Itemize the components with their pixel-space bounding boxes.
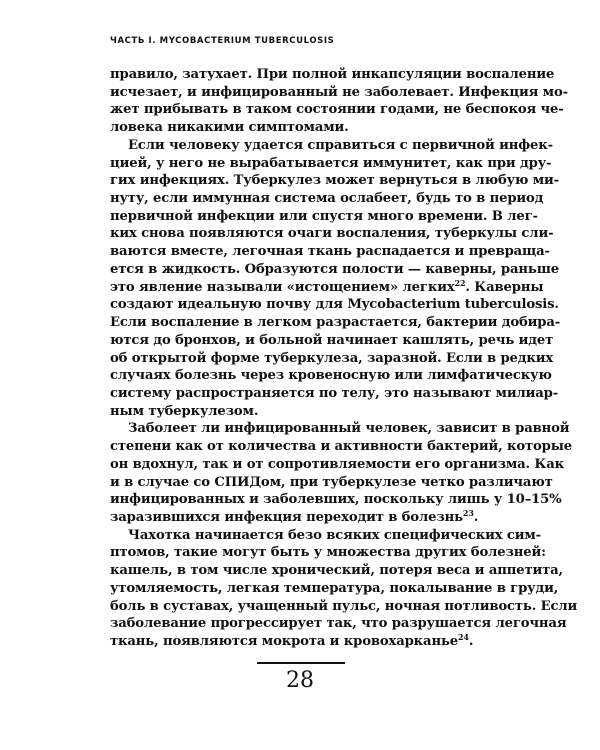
text: ткань, появляются мокрота и кровохарканье bbox=[110, 634, 458, 649]
text-line: Если человеку удается справиться с первичной инфек- bbox=[128, 137, 553, 153]
text-line: создают идеальную почву для Mycobacterium tuberculosis. bbox=[110, 297, 559, 313]
page-number: 28 bbox=[286, 668, 314, 693]
running-header: ЧАСТЬ I. MYCOBACTERIUM TUBERCULOSIS bbox=[110, 36, 335, 46]
text-line: утомляемость, легкая температура, покалывание в груди, bbox=[110, 580, 559, 596]
text-line: Заболеет ли инфицированный человек, зависит в равной bbox=[128, 421, 570, 437]
paragraph-2 bbox=[110, 137, 561, 421]
page-body bbox=[110, 66, 578, 651]
text-line: Чахотка начинается безо всяких специфических сим- bbox=[128, 527, 542, 543]
text-line: цией, у него не вырабатывается иммунитет, как при дру- bbox=[110, 155, 552, 171]
text-line: первичной инфекции или спустя много времени. В лег- bbox=[110, 208, 538, 224]
text: . bbox=[473, 509, 479, 525]
text: . Каверны bbox=[465, 279, 544, 295]
text-line: ются до бронхов, и больной начинает кашлять, речь идет bbox=[110, 332, 554, 348]
text: . bbox=[468, 634, 474, 649]
text: это явление называли «истощением» легких bbox=[110, 279, 455, 295]
footnote-ref[interactable]: 22 bbox=[454, 277, 466, 288]
text-line: правило, затухает. При полной инкапсуляции воспаление bbox=[110, 67, 555, 82]
text-line: ется в жидкость. Образуются полости — каверны, раньше bbox=[110, 261, 559, 277]
text-line: ваются вместе, легочная ткань распадается и превраща- bbox=[110, 244, 550, 260]
text-line bbox=[110, 277, 544, 297]
paragraph-4 bbox=[110, 527, 578, 651]
footnote-ref[interactable]: 23 bbox=[462, 507, 474, 518]
text-line: систему распространяется по телу, это называют милиар- bbox=[110, 385, 559, 401]
text-line: птомов, такие могут быть у множества других болезней: bbox=[110, 545, 546, 561]
text-line: ких снова появляются очаги воспаления, туберкулы сли- bbox=[110, 226, 554, 242]
text-line: ным туберкулезом. bbox=[110, 403, 259, 419]
text: заразившихся инфекция переходит в болезнь bbox=[110, 509, 463, 525]
text-line: и в случае со СПИДом, при туберкулезе четко различают bbox=[110, 474, 553, 490]
text-line: жет прибывать в таком состоянии годами, не беспокоя че- bbox=[110, 102, 564, 118]
text-line: он вдохнул, так и от сопротивляемости его организма. Как bbox=[110, 456, 565, 472]
text-line: случаях болезнь через кровеносную или лимфатическую bbox=[110, 368, 552, 384]
page-number-rule bbox=[257, 662, 345, 664]
text-line: об открытой форме туберкулеза, заразной. Если в редких bbox=[110, 350, 554, 366]
footnote-ref[interactable]: 24 bbox=[458, 632, 469, 642]
text-line: исчезает, и инфицированный не заболевает. Инфекция мо- bbox=[110, 84, 568, 100]
text-line: гих инфекциях. Туберкулез может вернуться в любую ми- bbox=[110, 173, 559, 189]
text-line: инфицированных и заболевших, поскольку лишь у 10–15% bbox=[110, 492, 562, 508]
text-line: кашель, в том числе хронический, потеря веса и аппетита, bbox=[110, 563, 563, 579]
paragraph-3 bbox=[110, 420, 573, 526]
text-line bbox=[110, 633, 526, 651]
paragraph-1 bbox=[110, 66, 568, 137]
text-line bbox=[110, 509, 526, 527]
text-line: заболевание прогрессирует так, что разрушается легочная bbox=[110, 616, 567, 632]
text-line: степени как от количества и активности бактерий, которые bbox=[110, 439, 573, 455]
text-line: боль в суставах, учащенный пульс, ночная потливость. Если bbox=[110, 598, 578, 614]
text-line: ловека никакими симптомами. bbox=[110, 120, 349, 136]
text-line: Если воспаление в легком разрастается, бактерии добира- bbox=[110, 315, 561, 331]
text-line: нуту, если иммунная система ослабеет, будь то в период bbox=[110, 191, 544, 207]
